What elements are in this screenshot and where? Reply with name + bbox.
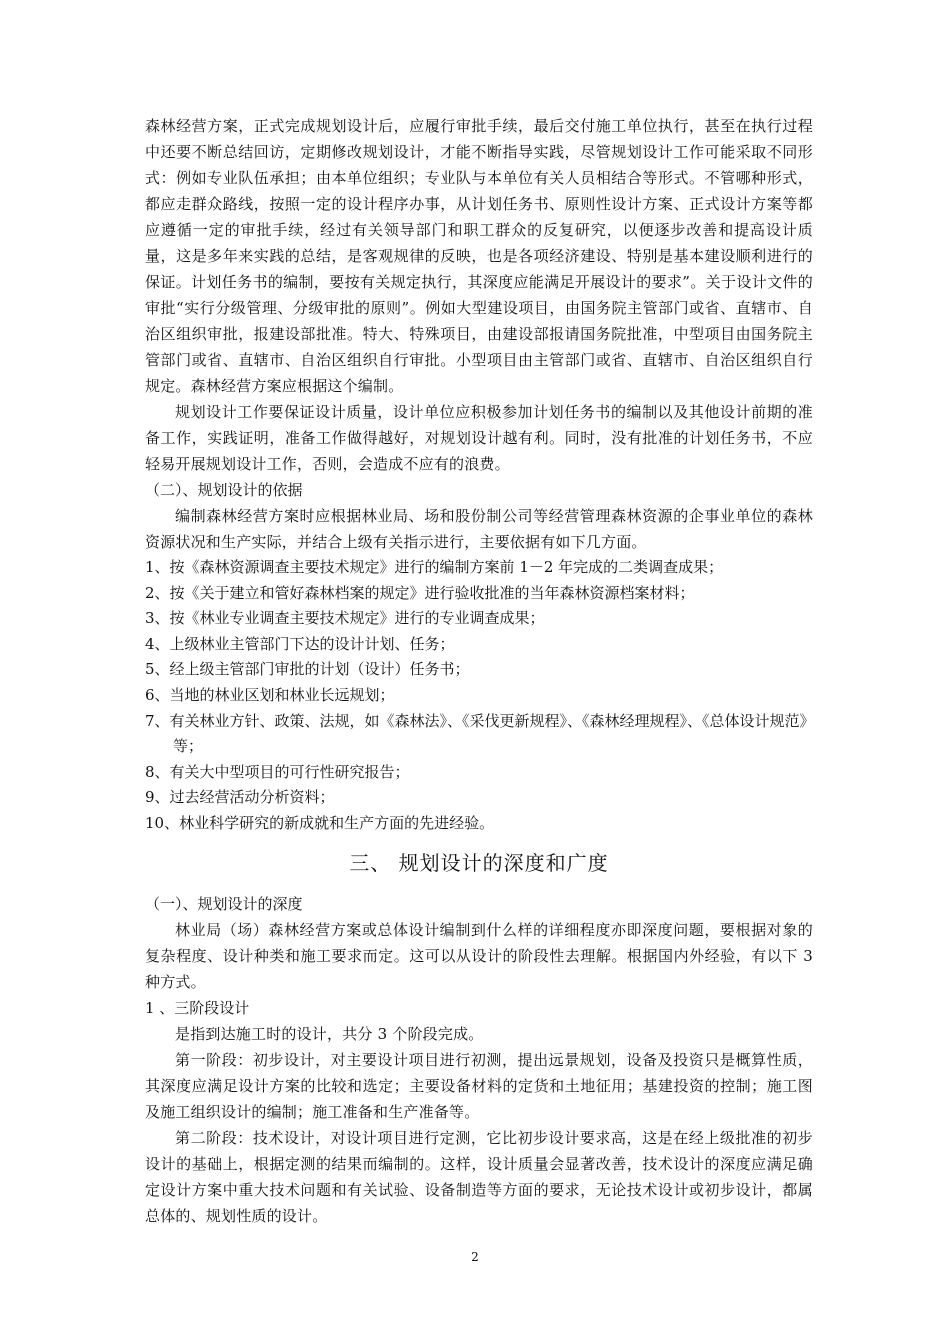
document-body (145, 113, 813, 1229)
list-item: 3、按《林业专业调查主要技术规定》进行的专业调查成果； (145, 609, 545, 628)
list-item: 1、按《森林资源调查主要技术规定》进行的编制方案前 1－2 年完成的二类调查成果； (145, 558, 724, 576)
list-item: 7、有关林业方针、政策、法规，如《森林法》、《采伐更新规程》、《森林经理规程》、《总体设计规范》等； (145, 711, 808, 756)
list-item: 2、按《关于建立和管好森林档案的规定》进行验收批准的当年森林资源档案材料； (145, 583, 695, 602)
list-item: 4、上级林业主管部门下达的设计计划、任务； (145, 634, 455, 653)
paragraph: 第一阶段：初步设计，对主要设计项目进行初测，提出远景规划，设备及投资只是概算性质，其深度应满足设计方案的比较和选定；主要设备材料的定货和土地征用；基建投资的控制；施工图及施工组织设计的编制；施工准备和生产准备等。 (145, 1050, 813, 1121)
list-item: 8、有关大中型项目的可行性研究报告； (145, 762, 410, 781)
paragraph: 林业局（场）森林经营方案或总体设计编制到什么样的详细程度亦即深度问题，要根据对象的复杂程度、设计种类和施工要求而定。这可以从设计的阶段性去理解。根据国内外经验，有以下 3 种方式。 (145, 920, 813, 991)
list-item: 10、林业科学研究的新成就和生产方面的先进经验。 (145, 813, 495, 832)
section-heading: （一）、规划设计的深度 (145, 894, 303, 913)
paragraph: 第二阶段：技术设计，对设计项目进行定测，它比初步设计要求高，这是在经上级批准的初步设计的基础上，根据定测的结果而编制的。这样，设计质量会显著改善，技术设计的深度应满足确定设计方案中重大技术问题和有关试验、设备制造等方面的要求，无论技术设计或初步设计，都属总体的、规划性质的设计。 (145, 1128, 813, 1225)
paragraph: 规划设计工作要保证设计质量，设计单位应积极参加计划任务书的编制以及其他设计前期的准备工作，实践证明，准备工作做得越好，对规划设计越有利。同时，没有批准的计划任务书，不应轻易开展规划设计工作，否则，会造成不应有的浪费。 (145, 403, 813, 473)
list-item: 9、过去经营活动分析资料； (145, 788, 335, 807)
paragraph: 森林经营方案，正式完成规划设计后，应履行审批手续，最后交付施工单位执行，甚至在执行过程中还要不断总结回访，定期修改规划设计，才能不断指导实践，尽管规划设计工作可能采取不同形式：例如专业队伍承担；由本单位组织；专业队与本单位有关人员相结合等形式。不管哪种形式，都应走群众路线，按照一定的设计程序办事，从计划任务书、原则性设计方案、正式设计方案等都应遵循一定的审批手续，经过有关领导部门和职工群众的反复研究，以便逐步改善和提高设计质量，这是多年来实践的总结，是客观规律的反映，也是各项经济建设、特别是基本建设顺利进行的保证。计划任务书的编制，要按有关规定执行，其深度应能满足开展设计的要求”。关于设计文件的审批“实行分级管理、分级审批的原则”。例如大型建设项目，由国务院主管部门或省、直辖市、自治区组织审批，报建设部批准。特大、特殊项目，由建设部报请国务院批准，中型项目由国务院主管部门或省、直辖市、自治区组织自行审批。小型项目由主管部门或省、直辖市、自治区组织自行规定。森林经营方案应根据这个编制。 (145, 117, 813, 395)
page-number: 2 (471, 1250, 479, 1264)
section-heading: （二）、规划设计的依据 (145, 481, 303, 499)
list-item: 5、经上级主管部门审批的计划（设计）任务书； (145, 660, 470, 679)
paragraph: 编制森林经营方案时应根据林业局、场和股份制公司等经营管理森林资源的企事业单位的森林资源状况和生产实际，并结合上级有关指示进行，主要依据有如下几方面。 (145, 507, 813, 551)
paragraph: 是指到达施工时的设计，共分 3 个阶段完成。 (175, 1024, 484, 1043)
chapter-title: 三、 规划设计的深度和广度 (349, 850, 609, 875)
section-heading: 1 、三阶段设计 (145, 998, 250, 1017)
list-item: 6、当地的林业区划和林业长远规划； (145, 685, 395, 704)
